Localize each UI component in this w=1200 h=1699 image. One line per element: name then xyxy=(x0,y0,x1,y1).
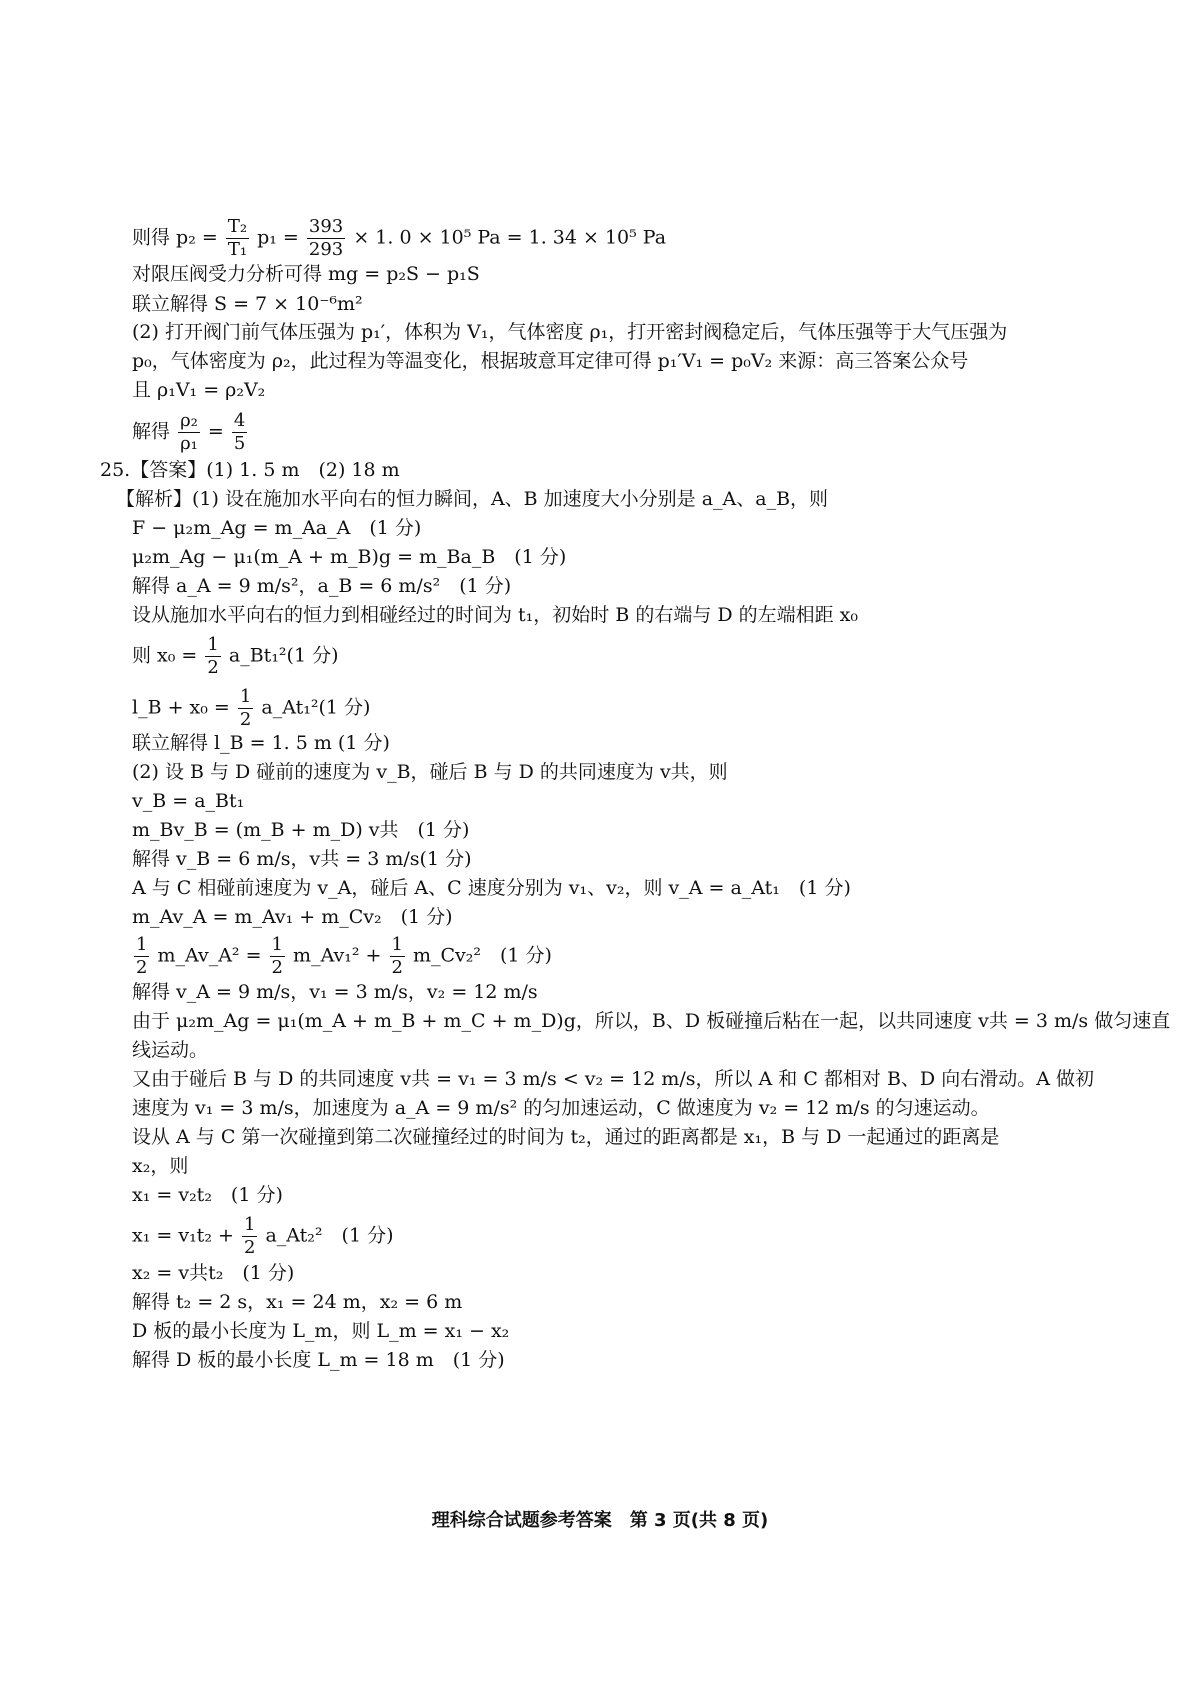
line-pressure-result xyxy=(132,216,666,261)
question-25-answer: 25.【答案】(1) 1. 5 m (2) 18 m xyxy=(100,459,400,481)
line-ac-collision: A 与 C 相碰前速度为 v_A，碰后 A、C 速度分别为 v₁、v₂，则 v_A = a_At₁ (1 分) xyxy=(132,877,851,899)
line-min-length-def: D 板的最小长度为 L_m，则 L_m = x₁ − x₂ xyxy=(132,1320,510,1342)
numerator: 1 xyxy=(207,634,219,655)
fraction-half xyxy=(390,934,405,979)
fraction-half xyxy=(270,934,285,979)
line-lb-eq xyxy=(132,686,370,731)
text: p₁ = xyxy=(257,226,299,249)
numerator: 393 xyxy=(308,216,344,237)
text: 则得 p₂ = xyxy=(132,226,218,249)
line-solve-s: 联立解得 S = 7 × 10⁻⁶m² xyxy=(132,293,363,315)
line-lb-result: 联立解得 l_B = 1. 5 m (1 分) xyxy=(132,732,390,754)
line-boyle-law: p₀，气体密度为 ρ₂，此过程为等温变化，根据玻意耳定律可得 p₁′V₁ = p₀V₂ 来源：高三答案公众号 xyxy=(132,350,969,372)
line-energy-ac xyxy=(132,934,552,979)
fraction-half xyxy=(205,634,220,679)
fraction-half xyxy=(242,1214,257,1259)
fraction-393-293 xyxy=(307,216,345,261)
numerator: 4 xyxy=(233,410,246,431)
text: m_Av₁² + xyxy=(293,944,382,967)
denominator: 2 xyxy=(136,957,148,978)
fraction-t2-t1 xyxy=(226,216,249,261)
numerator: 1 xyxy=(136,934,148,955)
line-x1-eq-a xyxy=(132,1214,394,1259)
text: a_At₂² (1 分) xyxy=(265,1224,394,1247)
line-density-ratio xyxy=(132,410,249,455)
line-vb-result: 解得 v_B = 6 m/s，v共 = 3 m/s(1 分) xyxy=(132,848,472,870)
line-x2-then: x₂，则 xyxy=(132,1155,189,1177)
line-momentum-bd: m_Bv_B = (m_B + m_D) v共 (1 分) xyxy=(132,819,470,841)
denominator: 2 xyxy=(239,709,252,730)
text: m_Av_A² = xyxy=(157,944,262,967)
line-force-analysis: 对限压阀受力分析可得 mg = p₂S − p₁S xyxy=(132,263,480,285)
line-relative-slide: 又由于碰后 B 与 D 的共同速度 v共 = v₁ = 3 m/s < v₂ = 12 m/s，所以 A 和 C 都相对 B、D 向右滑动。A 做初 xyxy=(132,1068,1094,1090)
text: 则 x₀ = xyxy=(132,644,198,667)
line-eq-b: μ₂m_Ag − μ₁(m_A + m_B)g = m_Ba_B (1 分) xyxy=(132,546,567,568)
denominator: 293 xyxy=(308,239,344,260)
line-uniform-motion: 线运动。 xyxy=(132,1039,209,1061)
text: a_At₁²(1 分) xyxy=(261,696,371,719)
text: l_B + x₀ = xyxy=(132,696,230,719)
line-velocities-result: 解得 v_A = 9 m/s，v₁ = 3 m/s，v₂ = 12 m/s xyxy=(132,981,538,1003)
numerator: 1 xyxy=(239,686,252,707)
text: × 1. 0 × 10⁵ Pa = 1. 34 × 10⁵ Pa xyxy=(353,226,667,249)
numerator: 1 xyxy=(391,934,403,955)
denominator: ρ₁ xyxy=(180,433,198,454)
fraction-half xyxy=(238,686,253,731)
denominator: 2 xyxy=(207,657,219,678)
numerator: 1 xyxy=(243,1214,256,1235)
text: = xyxy=(207,420,224,443)
line-momentum-ac: m_Av_A = m_Av₁ + m_Cv₂ (1 分) xyxy=(132,906,453,928)
line-min-length-result: 解得 D 板的最小长度 L_m = 18 m (1 分) xyxy=(132,1349,505,1371)
text: x₁ = v₁t₂ + xyxy=(132,1224,234,1247)
denominator: 2 xyxy=(271,957,283,978)
text: m_Cv₂² (1 分) xyxy=(413,944,552,967)
denominator: T₁ xyxy=(227,239,248,260)
fraction-half xyxy=(134,934,149,979)
denominator: 2 xyxy=(391,957,403,978)
line-accel-result: 解得 a_A = 9 m/s²，a_B = 6 m/s² (1 分) xyxy=(132,575,512,597)
page-footer: 理科综合试题参考答案 第 3 页(共 8 页) xyxy=(431,1510,769,1531)
denominator: 2 xyxy=(243,1237,256,1258)
line-t2-result: 解得 t₂ = 2 s，x₁ = 24 m，x₂ = 6 m xyxy=(132,1291,463,1313)
line-density-relation: 且 ρ₁V₁ = ρ₂V₂ xyxy=(132,379,266,401)
line-eq-a: F − μ₂m_Ag = m_Aa_A (1 分) xyxy=(132,517,422,539)
line-second-collision: 设从 A 与 C 第一次碰撞到第二次碰撞经过的时间为 t₂，通过的距离都是 x₁，B 与 D 一起通过的距离是 xyxy=(132,1126,1000,1148)
text: 解得 xyxy=(132,420,171,443)
numerator: 1 xyxy=(271,934,283,955)
line-x1-eq-c: x₁ = v₂t₂ (1 分) xyxy=(132,1184,283,1206)
line-vb-eq: v_B = a_Bt₁ xyxy=(132,790,245,812)
line-time-t1: 设从施加水平向右的恒力到相碰经过的时间为 t₁，初始时 B 的右端与 D 的左端相距 x₀ xyxy=(132,604,859,626)
line-motion-desc: 速度为 v₁ = 3 m/s，加速度为 a_A = 9 m/s² 的匀加速运动，C 做速度为 v₂ = 12 m/s 的匀速运动。 xyxy=(132,1097,990,1119)
line-x0-eq xyxy=(132,634,339,679)
text: a_Bt₁²(1 分) xyxy=(228,644,339,667)
numerator: ρ₂ xyxy=(180,410,198,431)
line-friction-condition: 由于 μ₂m_Ag = μ₁(m_A + m_B + m_C + m_D)g，所以，B、D 板碰撞后粘在一起，以共同速度 v共 = 3 m/s 做匀速直 xyxy=(132,1010,1171,1032)
line-analysis-1: 【解析】(1) 设在施加水平向右的恒力瞬间，A、B 加速度大小分别是 a_A、a_B，则 xyxy=(116,488,829,510)
line-part2-velocity: (2) 设 B 与 D 碰前的速度为 v_B，碰后 B 与 D 的共同速度为 v共，则 xyxy=(132,761,728,783)
denominator: 5 xyxy=(233,433,246,454)
line-part2-intro: (2) 打开阀门前气体压强为 p₁′，体积为 V₁，气体密度 ρ₁，打开密封阀稳定后，气体压强等于大气压强为 xyxy=(132,321,1008,343)
fraction-rho2-rho1 xyxy=(178,410,200,455)
line-x2-eq: x₂ = v共t₂ (1 分) xyxy=(132,1262,295,1284)
fraction-4-5 xyxy=(232,410,247,455)
numerator: T₂ xyxy=(227,216,248,237)
